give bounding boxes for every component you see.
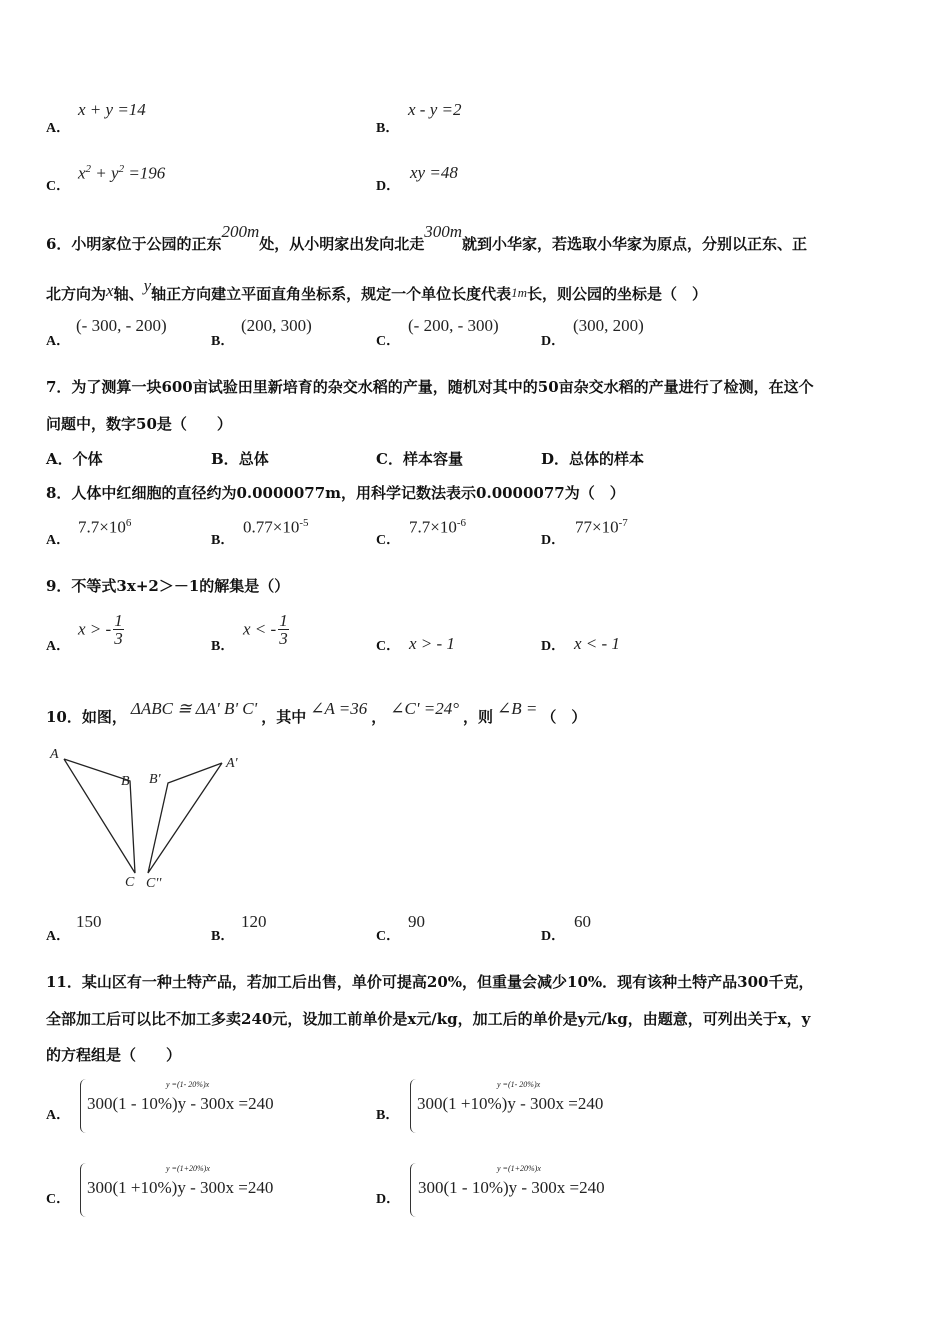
q6-option-a-expr: (- 300, - 200): [76, 316, 167, 335]
q11-option-a-label: A．: [46, 1108, 71, 1123]
q5-option-d-expr: xy =48: [410, 163, 458, 182]
q10-option-d-label: D．: [541, 929, 566, 944]
vertex-b-prime: B': [149, 772, 161, 787]
q11-option-c-bottom: 300(1 +10%)y - 300x =240: [87, 1178, 274, 1197]
q6-line1: 6．小明家位于公园的正东200m处，从小明家出发向北走300m就到小华家，若选取小华家为原点，分别以正东、正: [46, 222, 808, 253]
q5-option-a-label: A．: [46, 121, 71, 136]
q11-option-a-top: y =(1- 20%)x: [166, 1080, 210, 1089]
q6-option-d-label: D．: [541, 334, 566, 349]
triangle-figure: [40, 740, 260, 900]
q11-option-d-bottom: 300(1 - 10%)y - 300x =240: [418, 1178, 605, 1197]
q8-option-d-label: D．: [541, 533, 566, 548]
vertex-a-prime: A': [226, 756, 238, 771]
q6-option-d-expr: (300, 200): [573, 316, 644, 335]
q6-option-c-expr: (- 200, - 300): [408, 316, 499, 335]
q11-option-d-top: y =(1+20%)x: [497, 1164, 541, 1173]
q10-option-c-label: C．: [376, 929, 401, 944]
q11-option-b-brace: [410, 1079, 417, 1133]
q9-option-c-label: C．: [376, 639, 401, 654]
q5-option-c-expr: $x^2 + y^2 =196$: [78, 163, 166, 183]
q9-option-b-expr: x < - $\frac{1}{3}$: [243, 611, 288, 648]
q9-option-a-expr: x > - $\frac{1}{3}$: [78, 611, 123, 648]
q8-option-b-expr: $0.77\times 10^{-5}$: [243, 517, 309, 537]
q11-option-d-label: D．: [376, 1192, 401, 1207]
q10-option-b-label: B．: [211, 929, 235, 944]
q11-option-c-top: y =(1+20%)x: [166, 1164, 210, 1173]
q7-option-b: B．总体: [211, 450, 269, 468]
q9-option-d-label: D．: [541, 639, 566, 654]
q6-option-b-label: B．: [211, 334, 235, 349]
q9-option-d-expr: x < - 1: [574, 634, 620, 653]
q10-option-c-expr: 90: [408, 912, 425, 931]
q7-option-c: C．样本容量: [376, 450, 463, 468]
q5-option-b-expr: x - y =2: [408, 100, 462, 119]
q5-option-d-label: D．: [376, 179, 401, 194]
q9-option-c-expr: x > - 1: [409, 634, 455, 653]
q11-option-b-label: B．: [376, 1108, 400, 1123]
q11-option-a-brace: [80, 1079, 87, 1133]
q8-option-d-expr: $77\times 10^{-7}$: [575, 517, 628, 537]
q6-line2: 北方向为x轴、y轴正方向建立平面直角坐标系，规定一个单位长度代表1m长，则公园的坐标是（ ）: [46, 276, 708, 303]
q6-option-a-label: A．: [46, 334, 71, 349]
q8-option-a-label: A．: [46, 533, 71, 548]
q9-line1: 9．不等式3x+2＞－1的解集是（）: [46, 577, 290, 595]
q9-option-a-label: A．: [46, 639, 71, 654]
q7-line2: 问题中，数字50是（ ）: [46, 415, 232, 433]
q11-option-d-brace: [410, 1163, 417, 1217]
q11-option-c-brace: [80, 1163, 87, 1217]
q7-option-a: A．个体: [46, 450, 103, 468]
q8-option-a-expr: $7.7\times 10^6$: [78, 517, 132, 537]
q7-option-d: D．总体的样本: [541, 450, 645, 468]
q11-option-c-label: C．: [46, 1192, 71, 1207]
q8-option-c-expr: $7.7\times 10^{-6}$: [409, 517, 467, 537]
q11-line1: 11．某山区有一种土特产品，若加工后出售，单价可提高20%，但重量会减少10%．现有该种土特产品300千克，: [46, 973, 814, 991]
q8-line1: 8．人体中红细胞的直径约为0.0000077m，用科学记数法表示0.0000077为（ ）: [46, 484, 625, 502]
q5-option-a-expr: x + y =14: [78, 100, 146, 119]
q10-option-a-label: A．: [46, 929, 71, 944]
q11-line2: 全部加工后可以比不加工多卖240元，设加工前单价是x元/kg，加工后的单价是y元/kg，由题意，可列出关于x，y: [46, 1010, 811, 1028]
q11-option-b-bottom: 300(1 +10%)y - 300x =240: [417, 1094, 604, 1113]
q10-option-b-expr: 120: [241, 912, 267, 931]
q5-option-c-label: C．: [46, 179, 71, 194]
vertex-a: A: [50, 747, 59, 762]
q7-line1: 7．为了测算一块600亩试验田里新培育的杂交水稻的产量，随机对其中的50亩杂交水稻的产量进行了检测，在这个: [46, 378, 814, 396]
q11-option-a-bottom: 300(1 - 10%)y - 300x =240: [87, 1094, 274, 1113]
vertex-c: C: [125, 875, 135, 890]
q10-line1: 10．如图， ΔABC ≅ ΔA' B' C' ，其中 ∠A =36 ， ∠C' =24° ，则 ∠B = （ ）: [46, 699, 587, 726]
q11-line3: 的方程组是（ ）: [46, 1046, 182, 1064]
q11-option-b-top: y =(1- 20%)x: [497, 1080, 541, 1089]
q10-option-d-expr: 60: [574, 912, 591, 931]
vertex-b: B: [121, 774, 130, 789]
q6-option-c-label: C．: [376, 334, 401, 349]
q8-option-c-label: C．: [376, 533, 401, 548]
q6-option-b-expr: (200, 300): [241, 316, 312, 335]
q5-option-b-label: B．: [376, 121, 400, 136]
q9-option-b-label: B．: [211, 639, 235, 654]
q10-option-a-expr: 150: [76, 912, 102, 931]
vertex-c-prime: C'': [146, 876, 162, 891]
q8-option-b-label: B．: [211, 533, 235, 548]
